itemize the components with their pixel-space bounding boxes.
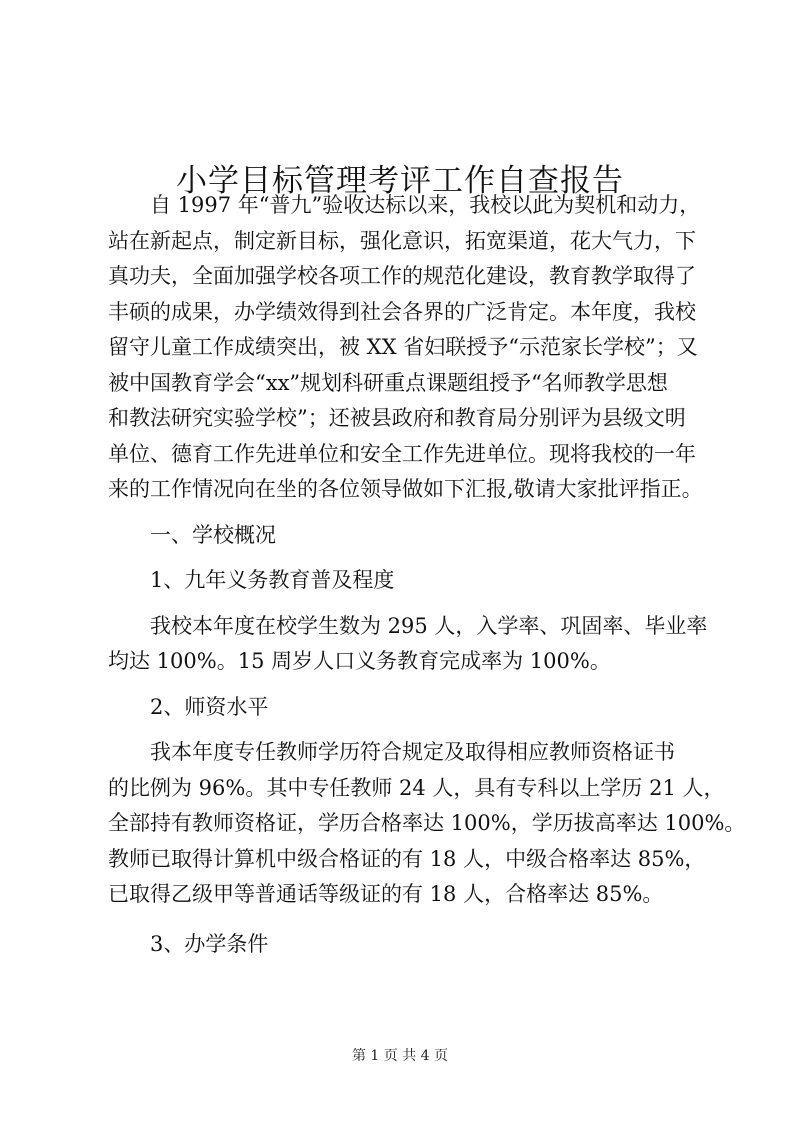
text-line: 真功夫，全面加强学校各项工作的规范化建设，教育教学取得了 (108, 264, 696, 288)
text-line: 被中国教育学会“xx”规划科研重点课题组授予“名师教学思想 (108, 370, 668, 395)
text-line: 我本年度专任教师学历符合规定及取得相应教师资格证书 (150, 740, 675, 764)
paragraph (108, 735, 746, 913)
text-line: 单位、德育工作先进单位和安全工作先进单位。现将我校的一年 (108, 441, 696, 466)
page-footer: 第 1 页 共 4 页 (351, 1048, 449, 1064)
paragraph (108, 609, 708, 680)
intro-paragraph (108, 188, 708, 508)
document-body (108, 188, 746, 962)
subsection-heading: 3、办学条件 (150, 931, 269, 956)
text-line: 的比例为 96%。其中专任教师 24 人，具有专科以上学历 21 人， (108, 775, 725, 800)
text-line: 留守儿童工作成绩突出，被 XX 省妇联授予“示范家长学校”；又 (108, 335, 698, 359)
text-line: 全部持有教师资格证，学历合格率达 100%，学历拔高率达 100%。 (108, 811, 746, 835)
text-line: 均达 100%。15 周岁人口义务教育完成率为 100%。 (108, 649, 611, 673)
section-heading: 一、学校概况 (150, 522, 276, 547)
text-line: 站在新起点，制定新目标，强化意识，拓宽渠道，花大气力，下 (108, 228, 696, 253)
text-line: 我校本年度在校学生数为 295 人，入学率、巩固率、毕业率 (150, 613, 708, 638)
text-line: 自 1997 年“普九”验收达标以来，我校以此为契机和动力， (150, 193, 701, 217)
text-line: 来的工作情况向在坐的各位领导做如下汇报,敬请大家批评指正。 (108, 477, 703, 501)
subsection-heading: 1、九年义务教育普及程度 (150, 568, 395, 592)
text-line: 和教法研究实验学校”；还被县政府和教育局分别评为县级文明 (108, 406, 686, 430)
text-line: 已取得乙级甲等普通话等级证的有 18 人，合格率达 85%。 (108, 882, 664, 906)
subsection-heading: 2、师资水平 (150, 694, 269, 719)
document-title: 小学目标管理考评工作自查报告 (176, 162, 624, 199)
text-line: 丰硕的成果，办学绩效得到社会各界的广泛肯定。本年度，我校 (108, 299, 696, 324)
text-line: 教师已取得计算机中级合格证的有 18 人，中级合格率达 85%， (108, 846, 706, 871)
